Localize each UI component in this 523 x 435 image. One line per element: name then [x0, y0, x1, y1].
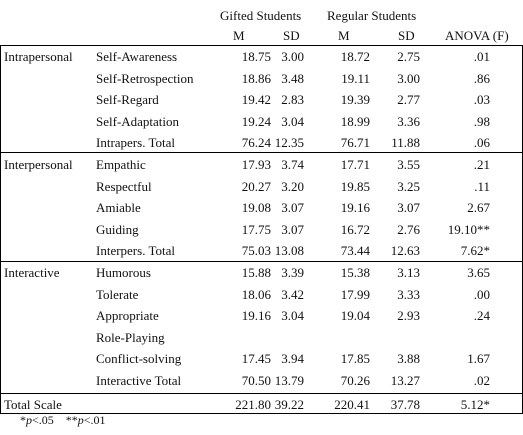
group-label: Interpersonal	[4, 157, 73, 172]
value-gsd: 3.07	[281, 200, 304, 216]
value-rsd: 3.36	[397, 113, 420, 129]
value-f: 3.65	[467, 265, 490, 280]
left-border	[0, 45, 1, 413]
value-rm: 19.85	[340, 178, 370, 194]
row-label: Self-Adaptation	[96, 113, 180, 129]
value-f: .03	[473, 92, 490, 108]
value-gsd: 3.20	[281, 178, 304, 194]
value-rsd: 13.27	[390, 373, 420, 388]
value-f: .00	[473, 286, 490, 302]
value-rsd: 2.77	[397, 92, 420, 108]
row-label: Appropriate	[96, 308, 159, 324]
value-rm: 70.26	[340, 373, 370, 388]
header-sd-regular: SD	[398, 28, 415, 43]
value-rsd: 12.63	[390, 243, 420, 259]
value-rm: 19.04	[340, 308, 370, 324]
value-rsd: 2.93	[397, 308, 420, 324]
row-label: Self-Retrospection	[96, 70, 194, 86]
value-gsd: 3.74	[281, 157, 304, 172]
value-gm: 18.75	[241, 49, 271, 64]
value-gm: 19.24	[241, 113, 271, 129]
value-rm: 19.16	[340, 200, 370, 216]
header-sd-gifted: SD	[283, 28, 300, 43]
value-gm: 18.86	[241, 70, 271, 86]
value-gm: 20.27	[241, 178, 271, 194]
value-f: 19.10**	[447, 221, 490, 237]
group-label: Intrapersonal	[4, 49, 73, 64]
row-label: Interpers. Total	[96, 243, 175, 259]
value-gm: 15.88	[241, 265, 271, 280]
row-label: Role-Playing	[96, 329, 165, 345]
row-label: Conflict-solving	[96, 351, 182, 367]
value-rm: 73.44	[340, 243, 370, 259]
total-gsd: 39.22	[274, 397, 304, 412]
value-rsd: 3.55	[397, 157, 420, 172]
value-f: .86	[473, 70, 490, 86]
row-label: Guiding	[96, 221, 139, 237]
value-rsd: 2.75	[397, 49, 420, 64]
value-f: .98	[473, 113, 490, 129]
value-f: .11	[474, 178, 490, 194]
value-rm: 19.39	[340, 92, 370, 108]
value-f: 1.67	[467, 351, 490, 367]
value-gsd: 3.48	[281, 70, 304, 86]
value-gm: 19.42	[241, 92, 271, 108]
value-f: 7.62*	[460, 243, 490, 259]
total-f: 5.12*	[460, 397, 490, 412]
value-rm: 76.71	[340, 135, 370, 151]
value-rsd: 3.25	[397, 178, 420, 194]
value-gm: 18.06	[241, 286, 271, 302]
value-gsd: 3.00	[281, 49, 304, 64]
table-header	[0, 0, 523, 45]
value-f: .21	[473, 157, 490, 172]
value-f: .06	[473, 135, 490, 151]
value-gm: 75.03	[241, 243, 271, 259]
value-rm: 15.38	[340, 265, 370, 280]
value-gsd: 13.79	[274, 373, 304, 388]
header-m-regular: M	[338, 28, 350, 43]
value-gsd: 3.04	[281, 113, 304, 129]
value-rm: 17.85	[340, 351, 370, 367]
value-f: .01	[473, 49, 490, 64]
value-gsd: 3.42	[281, 286, 304, 302]
value-rm: 18.72	[340, 49, 370, 64]
value-gsd: 13.08	[274, 243, 304, 259]
value-gm: 17.75	[241, 221, 271, 237]
row-label: Humorous	[96, 265, 151, 280]
value-rsd: 3.88	[397, 351, 420, 367]
value-rsd: 3.07	[397, 200, 420, 216]
value-rm: 18.99	[340, 113, 370, 129]
value-rm: 17.99	[340, 286, 370, 302]
value-rm: 19.11	[341, 70, 370, 86]
value-rsd: 3.33	[397, 286, 420, 302]
value-gsd: 2.83	[281, 92, 304, 108]
row-label: Interactive Total	[96, 373, 182, 388]
header-m-gifted: M	[233, 28, 245, 43]
header-anova: ANOVA (F)	[445, 28, 509, 43]
value-rsd: 11.88	[391, 135, 420, 151]
value-rsd: 2.76	[397, 221, 420, 237]
row-label: Empathic	[96, 157, 146, 172]
value-rm: 17.71	[340, 157, 370, 172]
value-gm: 17.93	[241, 157, 271, 172]
value-rm: 16.72	[340, 221, 370, 237]
value-gm: 19.16	[241, 308, 271, 324]
row-label: Self-Awareness	[96, 49, 178, 64]
value-gsd: 12.35	[274, 135, 304, 151]
value-gm: 76.24	[241, 135, 271, 151]
value-gsd: 3.04	[281, 308, 304, 324]
value-rsd: 3.13	[397, 265, 420, 280]
value-f: 2.67	[467, 200, 490, 216]
value-gsd: 3.07	[281, 221, 304, 237]
value-gsd: 3.39	[281, 265, 304, 280]
row-label: Respectful	[96, 178, 152, 194]
value-gsd: 3.94	[281, 351, 304, 367]
total-label: Total Scale	[4, 397, 62, 412]
row-label: Intrapers. Total	[96, 135, 175, 151]
row-label: Self-Regard	[96, 92, 159, 108]
value-gm: 70.50	[241, 373, 271, 388]
footnote: *p<.05 **p<.01	[20, 413, 106, 427]
total-rm: 220.41	[334, 397, 370, 412]
total-gm: 221.80	[235, 397, 271, 412]
value-gm: 19.08	[241, 200, 271, 216]
value-f: .02	[473, 373, 490, 388]
group-label: Interactive	[4, 265, 60, 280]
header-gifted: Gifted Students	[220, 8, 302, 23]
value-rsd: 3.00	[397, 70, 420, 86]
value-gm: 17.45	[241, 351, 271, 367]
header-regular: Regular Students	[327, 8, 417, 23]
row-label: Amiable	[96, 200, 141, 216]
total-rsd: 37.78	[390, 397, 420, 412]
row-label: Tolerate	[96, 286, 139, 302]
value-f: .24	[473, 308, 490, 324]
